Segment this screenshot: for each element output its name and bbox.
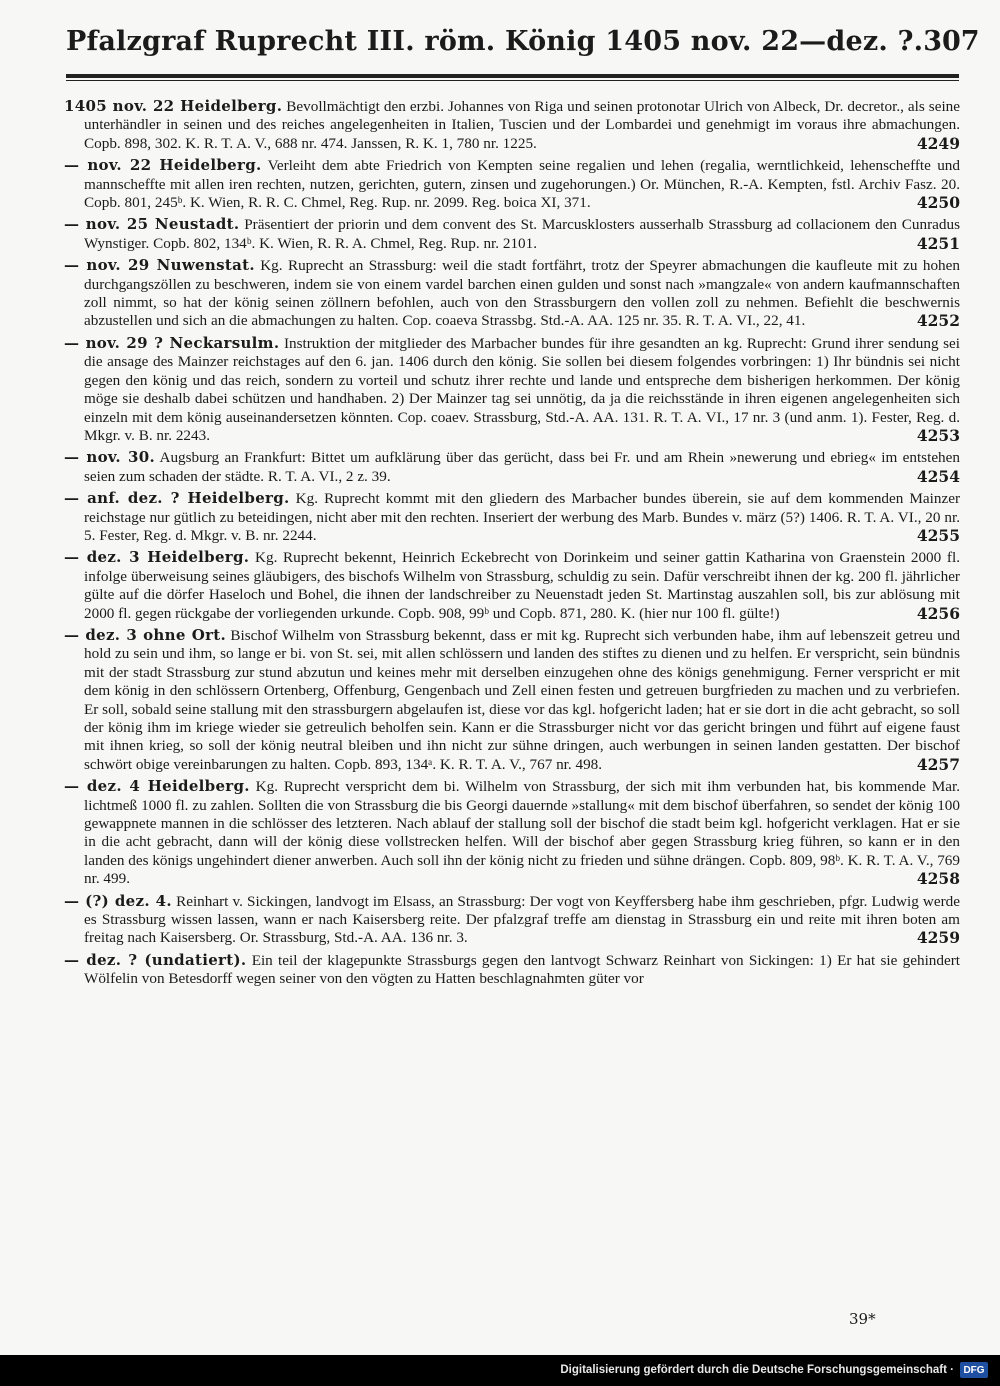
entry-number: 4257 <box>916 754 960 774</box>
regest-entry <box>64 548 960 623</box>
entry-date-place: 1405 nov. 22 Heidelberg. <box>64 97 283 115</box>
entry-date-place: — dez. 4 Heidelberg. <box>64 777 250 796</box>
entry-number: 4256 <box>916 603 960 623</box>
entry-date-place: — anf. dez. ? Heidelberg. <box>64 489 290 508</box>
regest-entry <box>64 97 960 153</box>
entry-text: Bischof Wilhelm von Strassburg bekennt, dass er mit kg. Ruprecht sich verbunden habe, ihm auf lebenszeit getreu und hold zu sein und ihm, so lange er bi. von St. sei, mit allen schlössern und landen des stiftes zu dienen und zu helfen. Er verspricht, sein bündnis mit der stadt Strassburg zur stund abzutun und keines mehr mit derselben einzugehen ohne des königs genehmigung. Ferner verspricht er mit dem könig in den schlössern Ortenberg, Offenburg, Gengenbach und Zell einen festen und getreuen burgfrieden zu machen und zu verbriefen. Er soll, sobald seine stallung mit den strassburgern abgelaufen ist, diese vor das kgl. hofgericht laden; hat er sie dort in die acht gebracht, so soll der könig ihm im kriege wieder sie getreulich beholfen sein. Kann er die Strassburger nicht vor das gericht bringen und führt auf eigene faust mit ihnen krieg, so soll der könig neutral bleiben und ihn nicht zur sühne dringen, auch werbungen in seinen landen gestatten. Der bischof schwört obige vereinbarungen zu halten. Copb. 893, 134ᵃ. K. R. T. A. V., 767 nr. 498. <box>84 626 961 773</box>
header-title: Pfalzgraf Ruprecht III. röm. König 1405 nov. 22—dez. ?. <box>66 26 924 57</box>
entry-date-place: — (?) dez. 4. <box>64 891 172 910</box>
page-number: 307 <box>923 26 980 57</box>
entry-date-place: — dez. ? (undatiert). <box>64 950 247 969</box>
entry-date-place: — nov. 29 Nuwenstat. <box>64 256 255 275</box>
dfg-logo: DFG <box>960 1362 988 1378</box>
header-rule-thick <box>66 74 959 78</box>
entry-text: Präsentiert der priorin und dem convent des St. Marcusklosters ausserhalb Strassburg ad collacionem den Cunradus Wynstiger. Copb. 802, 134ᵇ. K. Wien, R. R. A. Chmel, Reg. Rup. nr. 2101. <box>84 216 961 252</box>
regest-entry <box>64 256 960 331</box>
entry-date-place: — dez. 3 ohne Ort. <box>64 625 227 644</box>
entry-date-place: — nov. 22 Heidelberg. <box>64 156 262 175</box>
entry-text: Kg. Ruprecht an Strassburg: weil die stadt fortfährt, trotz der Speyrer abmachungen die kaufleute mit zu hohen durchgangszöllen zu beschweren, indem sie von einem vardel barchen einen gulden und sonst nach »mangzale« von andern kaufmannschaften zoll nimmt, so hat der könig seinen zöllnern befohlen, auch von den Strassburgern den vollen zoll zu nehmen. Befiehlt die beschwernis abzustellen und sich an die abmachungen zu halten. Cop. coaeva Strassbg. Std.-A. AA. 125 nr. 35. R. T. A. VI., 22, 41. <box>84 257 960 330</box>
regest-entries <box>64 97 960 992</box>
entry-number: 4259 <box>916 928 960 948</box>
entry-text: Reinhart v. Sickingen, landvogt im Elsass, an Strassburg: Der vogt von Keyffersberg habe ihm geschrieben, pfgr. Ludwig werde es Strassburg wissen lassen, wann er nach Kaisersberg reite. Der pfalzgraf treffe am dienstag in Strassburg ein und reite mit ihren boten am freitag nach Kaisersberg. Or. Strassburg, Std.-A. AA. 136 nr. 3. <box>84 892 961 947</box>
entry-date-place: — dez. 3 Heidelberg. <box>64 548 250 567</box>
entry-text: Kg. Ruprecht bekennt, Heinrich Eckebrecht von Dorinkeim und seiner gattin Katharina von Graenstein 2000 fl. infolge überweisung seines gläubigers, des bischofs Wilhelm von Strassburg, schuldig zu sein. Dafür verschreibt ihnen der kg. 200 fl. jährlicher gülte auf die dörfer Haseloch und Bohel, die ihnen der landschreiber zu Neuenstadt jeden St. Martinstag auszahlen soll, bis zur ablösung mit 2000 fl. gegen rückgabe der vorliegenden urkunde. Copb. 908, 99ᵇ und Copb. 871, 280. K. (hier nur 100 fl. gülte!) <box>84 549 960 622</box>
entry-text: Instruktion der mitglieder des Marbacher bundes für ihre gesandten an kg. Ruprecht: Grund ihrer sendung sei die ansage des Mainzer reichstages auf den 6. jan. 1406 durch den könig. Sie sollen bei diesem folgendes vorbringen: 1) Ihr bündnis sei nicht gegen den könig und das reich, sondern zu vorteil und schutz ihrer rechte und lande und entspreche dem bisherigen herkommen. Der könig möge sie deshalb dabei schützen und handhaben. 2) Der Mainzer tag sei unnötig, da ja die reichsstände in ihren eigenen angelegenheiten sich einzeln mit dem könig auseinandersetzen könnten. Cop. coaev. Strassburg, Std.-A. AA. 131. R. T. A. VI., 17 nr. 3 (und anm. 1). Fester, Reg. d. Mkgr. v. B. nr. 2243. <box>84 334 960 444</box>
regest-entry <box>64 334 960 445</box>
entry-date-place: — nov. 29 ? Neckarsulm. <box>64 333 280 352</box>
entry-number: 4253 <box>916 425 960 445</box>
regest-entry <box>64 626 960 774</box>
entry-number: 4255 <box>916 525 960 545</box>
footer-credit: Digitalisierung gefördert durch die Deutsche Forschungsgemeinschaft · <box>560 1364 954 1376</box>
header-rule-thin <box>66 80 959 81</box>
entry-text: Kg. Ruprecht verspricht dem bi. Wilhelm von Strassburg, der sich mit ihm verbunden hat, bis kommende Mar. lichtmeß 1000 fl. zu zahlen. Sollten die von Strassburg die bis Georgi dauernde »stallung« mit dem bischof überfahren, so sendet der könig 100 gewappnete mannen in die schlösser des letzteren. Nach ablauf der stallung soll der bischof die stadt beim kgl. hofgericht verklagen. Hat er sie in die acht gebracht, dann will der könig diese vollstrecken helfen. Will der bischof aber gegen Strassburg krieg führen, so kann er in den landen des königs ungehindert diener anwerben. Auch soll ihn der könig nicht zu frieden und sühne drängen. Copb. 809, 98ᵇ. K. R. T. A. V., 769 nr. 499. <box>84 778 961 888</box>
signature-mark: 39* <box>849 1310 876 1328</box>
regest-entry <box>64 448 960 486</box>
entry-text: Kg. Ruprecht kommt mit den gliedern des Marbacher bundes überein, sie auf dem kommenden Mainzer reichstage nur gütlich zu beteidingen, nicht aber mit den rechten. Inseriert der werbung des Marb. Bundes v. märz (5?) 1406. R. T. A. VI., 20 nr. 5. Fester, Reg. d. Mkgr. v. B. nr. 2244. <box>84 490 961 544</box>
regest-entry <box>64 892 960 948</box>
regest-entry <box>64 156 960 212</box>
footer-bar <box>0 1355 1000 1386</box>
entry-text: Verleiht dem abte Friedrich von Kempten seine regalien und lehen (regalia, werntlichkeid, lehenscheffte und mannscheffte mit allen iren rechten, nutzen, gerichten, gutern, zinsen und zugehorungen.) Or. München, R.-A. Kempten, fstl. Archiv Fasz. 20. Copb. 801, 245ᵇ. K. Wien, R. R. C. Chmel, Reg. Rup. nr. 2099. Reg. boica XI, 371. <box>84 157 960 212</box>
entry-date-place: — nov. 30. <box>64 448 155 467</box>
entry-number: 4251 <box>916 233 960 253</box>
entry-date-place: — nov. 25 Neustadt. <box>64 215 240 234</box>
regest-entry <box>64 951 960 989</box>
entry-text: Bevollmächtigt den erzbi. Johannes von Riga und seinen protonotar Ulrich von Albeck, Dr. decretor., als seine unterhändler in seinen und des reiches angelegenheiten in Italien, Tuscien und der Lombardei und genehmigt im voraus ihre abmachungen. Copb. 898, 302. K. R. T. A. V., 688 nr. 474. Janssen, R. K. 1, 780 nr. 1225. <box>84 98 961 152</box>
entry-text: Augsburg an Frankfurt: Bittet um aufklärung über das gerücht, dass bei Fr. und am Rhein »newerung und ebrieg« im entstehen seien zum schaden der städte. R. T. A. VI., 2 z. 39. <box>84 449 960 485</box>
regest-entry <box>64 777 960 888</box>
entry-number: 4258 <box>916 869 960 889</box>
entry-number: 4252 <box>916 311 960 331</box>
regest-entry <box>64 489 960 545</box>
entry-number: 4249 <box>916 133 960 153</box>
entry-number: 4250 <box>916 193 960 213</box>
running-header <box>66 26 980 68</box>
entry-number: 4254 <box>916 466 960 486</box>
regest-entry <box>64 215 960 253</box>
entry-text: Ein teil der klagepunkte Strassburgs gegen den lantvogt Schwarz Reinhart von Sickingen: 1) Er hat sie gehindert Wölfelin von Betesdorff wegen seiner von den vögten zu Hatten beschlagnahmten güter vor <box>84 951 961 988</box>
